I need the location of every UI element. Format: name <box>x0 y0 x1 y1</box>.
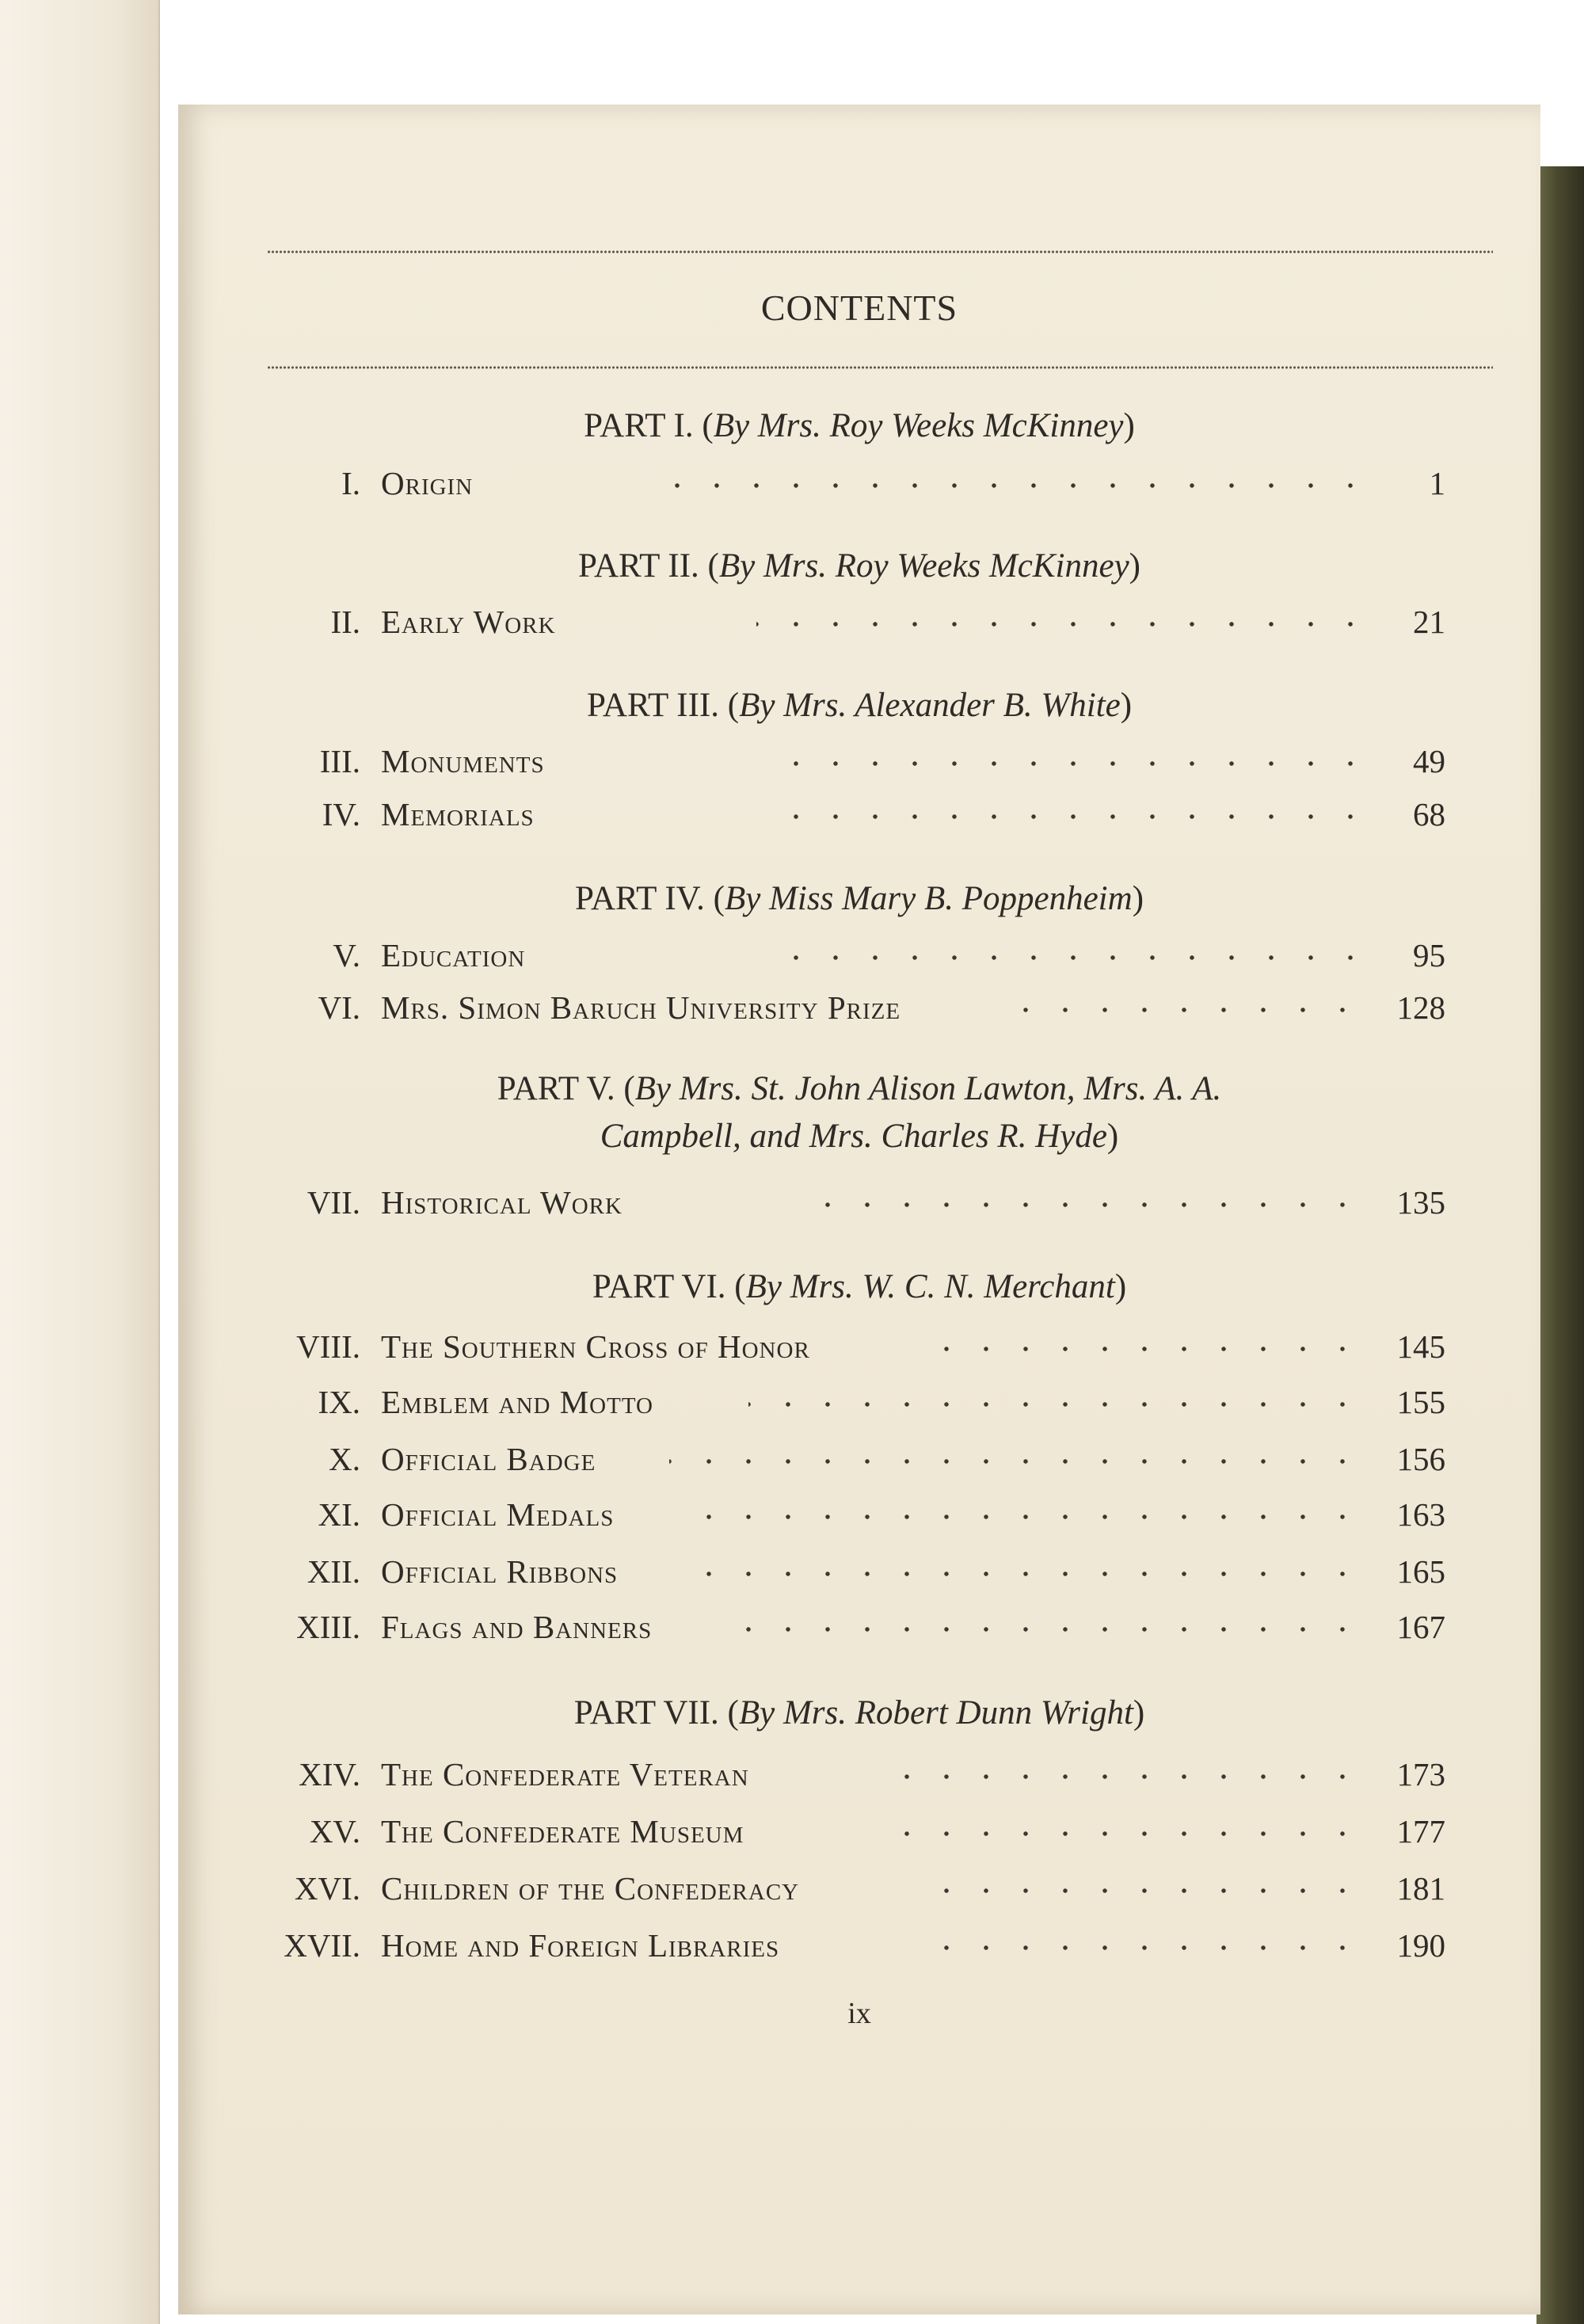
dot-leader <box>669 482 1370 490</box>
chapter-title: The Confederate Museum <box>381 1813 744 1850</box>
page-number: 173 <box>1396 1756 1445 1793</box>
chapter-number: XII. <box>307 1553 360 1590</box>
page-number: 95 <box>1413 937 1445 973</box>
dotted-rule-top <box>267 249 1493 255</box>
chapter-number: VII. <box>307 1184 360 1221</box>
dot-leader <box>939 1345 1362 1353</box>
page-number: 128 <box>1396 989 1445 1026</box>
part-heading: PART VI. (By Mrs. W. C. N. Merchant) <box>592 1268 1127 1305</box>
part-author-line-1: By Mrs. St. John Alison Lawton, Mrs. A. A. <box>634 1070 1222 1107</box>
dot-leader <box>764 760 1370 768</box>
dot-leader <box>879 1830 1362 1838</box>
chapter-title: Official Ribbons <box>381 1553 619 1590</box>
dot-leader <box>701 1570 1362 1578</box>
chapter-number: XV. <box>309 1813 360 1850</box>
toc-entry[interactable] <box>178 737 1540 785</box>
contents-page <box>178 105 1540 2314</box>
toc-entry[interactable] <box>178 791 1540 838</box>
part-heading: PART II. (By Mrs. Roy Weeks McKinney) <box>578 547 1140 585</box>
page-number: 167 <box>1396 1609 1445 1645</box>
dot-leader <box>701 1513 1362 1521</box>
part-label: PART V. <box>497 1070 615 1107</box>
chapter-number: IV. <box>322 796 360 832</box>
dot-leader <box>919 1944 1362 1952</box>
chapter-title: Historical Work <box>381 1184 623 1221</box>
chapter-title: Flags and Banners <box>381 1609 653 1645</box>
part-author: By Mrs. Roy Weeks McKinney <box>718 547 1129 585</box>
part-author: By Mrs. Alexander B. White <box>739 687 1121 724</box>
chapter-title: The Confederate Veteran <box>381 1756 749 1793</box>
chapter-title: Home and Foreign Libraries <box>381 1927 780 1964</box>
part-heading: PART I. (By Mrs. Roy Weeks McKinney) <box>584 407 1135 444</box>
dot-leader <box>879 1773 1362 1781</box>
page-number: 190 <box>1396 1927 1445 1964</box>
book-cover-edge <box>1536 166 1584 2324</box>
left-page-edge <box>0 0 160 2324</box>
part-author: By Miss Mary B. Poppenheim <box>725 880 1133 917</box>
part-heading: PART III. (By Mrs. Alexander B. White) <box>586 687 1133 724</box>
toc-entry[interactable] <box>178 1603 1540 1651</box>
part-author: By Mrs. Robert Dunn Wright <box>738 1694 1133 1732</box>
page-number: 1 <box>1429 465 1445 501</box>
chapter-title: Origin <box>381 465 474 501</box>
chapter-title: Official Medals <box>381 1496 615 1533</box>
chapter-title: Early Work <box>381 604 556 640</box>
page-number: 181 <box>1396 1870 1445 1907</box>
part-label: PART IV. <box>574 880 705 917</box>
chapter-title: Children of the Confederacy <box>381 1870 800 1907</box>
dot-leader <box>931 1887 1362 1895</box>
page-number: 68 <box>1413 796 1445 832</box>
toc-entry[interactable] <box>178 984 1540 1031</box>
chapter-title: Monuments <box>381 743 545 779</box>
page-number: 155 <box>1396 1384 1445 1420</box>
dot-leader <box>804 1201 1362 1209</box>
chapter-title: Memorials <box>381 796 535 832</box>
page-number: 156 <box>1396 1441 1445 1477</box>
part-heading: PART IV. (By Miss Mary B. Poppenheim) <box>574 880 1144 917</box>
toc-entry[interactable] <box>178 1435 1540 1483</box>
toc-entry[interactable] <box>178 598 1540 646</box>
dot-leader <box>776 954 1370 962</box>
chapter-title: Emblem and Motto <box>381 1384 653 1420</box>
toc-entry[interactable] <box>178 1548 1540 1595</box>
toc-entry[interactable] <box>178 1808 1540 1855</box>
dot-leader <box>756 620 1370 628</box>
chapter-number: III. <box>319 743 360 779</box>
chapter-number: XVI. <box>294 1870 360 1907</box>
chapter-number: IX. <box>318 1384 360 1420</box>
page-number: 49 <box>1413 743 1445 779</box>
chapter-number: XVII. <box>284 1927 360 1964</box>
toc-entry[interactable] <box>178 932 1540 979</box>
toc-entry[interactable] <box>178 1491 1540 1538</box>
part-label: PART VI. <box>592 1268 726 1305</box>
toc-entry[interactable] <box>178 1179 1540 1226</box>
page-number: 21 <box>1413 604 1445 640</box>
toc-entry[interactable] <box>178 1922 1540 1969</box>
part-author: By Mrs. W. C. N. Merchant <box>745 1268 1115 1305</box>
page-number: 145 <box>1396 1328 1445 1365</box>
chapter-title: The Southern Cross of Honor <box>381 1328 810 1365</box>
toc-entry[interactable] <box>178 1751 1540 1798</box>
part-heading: PART V. (By Mrs. St. John Alison Lawton, Mrs. A. A. <box>497 1070 1222 1107</box>
part-label: PART III. <box>586 687 720 724</box>
chapter-number: XI. <box>318 1496 360 1533</box>
toc-entry[interactable] <box>178 1865 1540 1912</box>
part-heading-continued: Campbell, and Mrs. Charles R. Hyde) <box>600 1118 1119 1155</box>
toc-entry[interactable] <box>178 1378 1540 1426</box>
part-label: PART II. <box>578 547 699 585</box>
chapter-number: XIV. <box>299 1756 360 1793</box>
part-author: By Mrs. Roy Weeks McKinney <box>713 407 1124 444</box>
dot-leader <box>669 1457 1362 1465</box>
page-number: 135 <box>1396 1184 1445 1221</box>
part-label: PART VII. <box>573 1694 719 1732</box>
chapter-title: Mrs. Simon Baruch University Prize <box>381 989 901 1026</box>
chapter-number: I. <box>341 465 360 501</box>
part-heading: PART VII. (By Mrs. Robert Dunn Wright) <box>573 1694 1145 1732</box>
toc-entry[interactable] <box>178 1323 1540 1370</box>
chapter-number: X. <box>329 1441 360 1477</box>
chapter-number: XIII. <box>296 1609 360 1645</box>
dot-leader <box>760 813 1370 821</box>
chapter-number: VIII. <box>296 1328 360 1365</box>
page-title: CONTENTS <box>760 288 958 328</box>
page-number: 177 <box>1396 1813 1445 1850</box>
dotted-rule-bottom <box>267 364 1493 371</box>
chapter-number: V. <box>333 937 360 973</box>
dot-leader <box>733 1625 1362 1633</box>
chapter-number: II. <box>330 604 360 640</box>
page-folio: ix <box>847 1997 871 2030</box>
chapter-number: VI. <box>318 989 360 1026</box>
page-number: 165 <box>1396 1553 1445 1590</box>
dot-leader <box>1018 1006 1362 1014</box>
page-number: 163 <box>1396 1496 1445 1533</box>
dot-leader <box>748 1400 1362 1408</box>
chapter-title: Official Badge <box>381 1441 596 1477</box>
part-author-line-2: Campbell, and Mrs. Charles R. Hyde <box>600 1118 1107 1155</box>
chapter-title: Education <box>381 937 526 973</box>
toc-entry[interactable] <box>178 459 1540 507</box>
part-label: PART I. <box>584 407 694 444</box>
